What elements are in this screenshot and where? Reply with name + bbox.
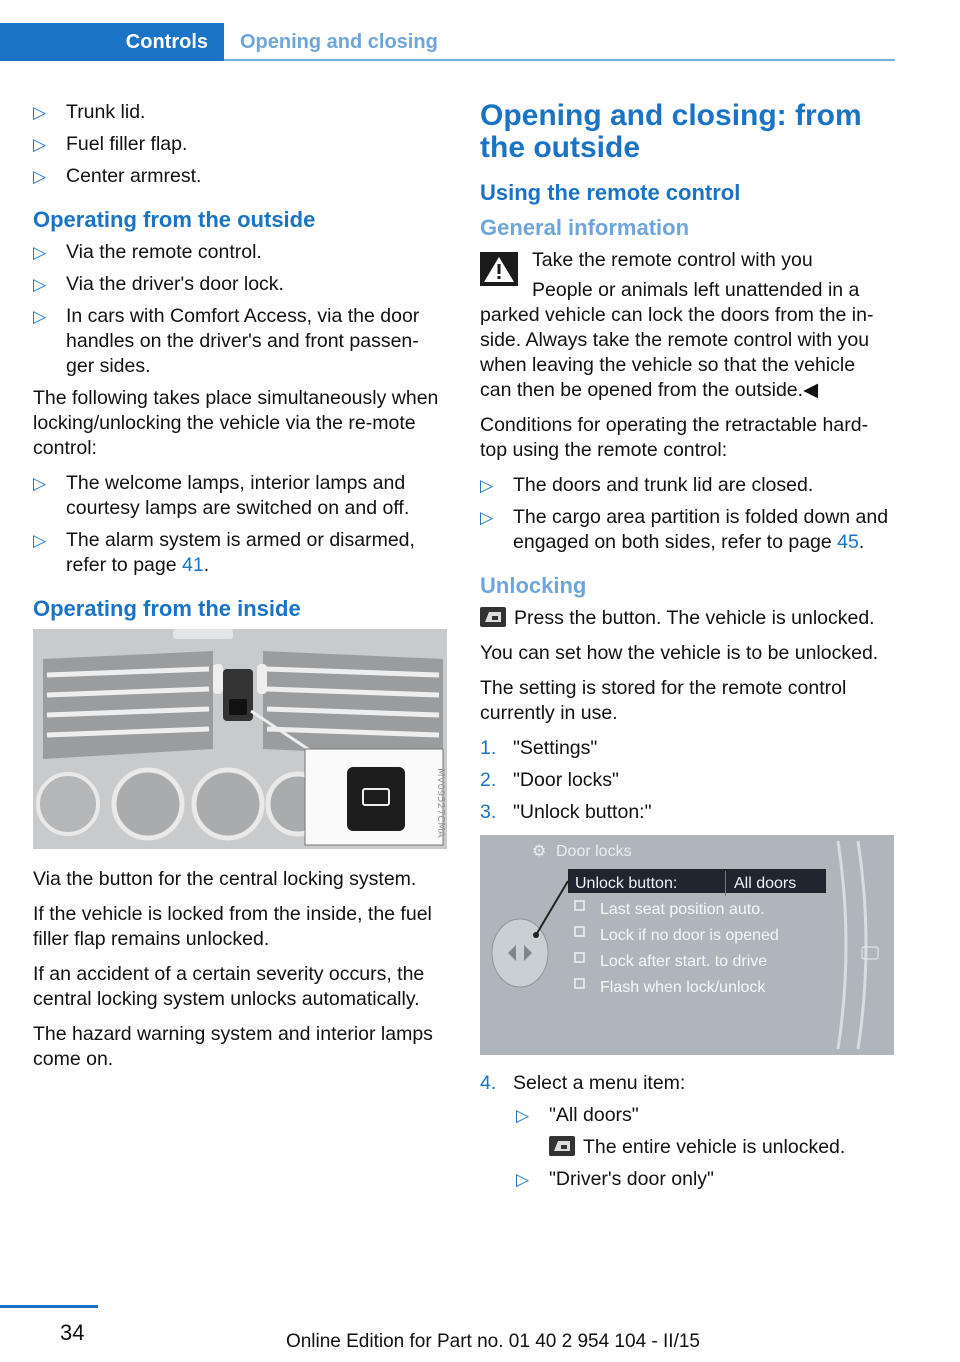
heading-unlocking: Unlocking: [480, 573, 587, 598]
paragraph: Conditions for operating the retractable hard-top using the remote control:: [480, 414, 869, 461]
list-item: ▷ Trunk lid.: [33, 101, 146, 123]
page-link[interactable]: 45: [837, 531, 859, 553]
svg-text:MV09527CMA: [435, 768, 446, 838]
screen-title: Door locks: [556, 843, 632, 860]
paragraph: The setting is stored for the remote control currently in use.: [480, 677, 847, 724]
bullet-triangle-icon: ▷: [33, 531, 47, 550]
footer-rule: [0, 1305, 98, 1308]
heading-remote: Using the remote control: [480, 180, 741, 205]
list-item: ▷ The doors and trunk lid are closed.: [480, 474, 814, 496]
setting-label: Unlock button:: [575, 875, 678, 892]
paragraph: The hazard warning system and interior lamps come on.: [33, 1023, 433, 1070]
list-item: ▷ In cars with Comfort Access, via the door handles on the driver's and front passen-ger sides.: [33, 305, 420, 377]
bullet-triangle-icon: ▷: [33, 243, 47, 262]
header-rule: [224, 59, 895, 61]
sub-list-item: ▷ "All doors": [516, 1104, 639, 1126]
menu-item[interactable]: Flash when lock/unlock: [600, 979, 766, 996]
section-tab: Controls: [0, 23, 224, 61]
list-item: ▷ Via the driver's door lock.: [33, 273, 284, 295]
caption: Via the button for the central locking system.: [33, 868, 417, 890]
list-item: ▷ The cargo area partition is folded down and engaged on both sides, refer to page 45.: [480, 506, 889, 553]
step-item: 2. "Door locks": [480, 769, 619, 791]
dashboard-photo: [33, 629, 447, 849]
subsection-tab: Opening and closing: [240, 31, 438, 53]
list-item: ▷ The alarm system is armed or disarmed, refer to page 41.: [33, 529, 415, 576]
paragraph: Press the button. The vehicle is unlocked.: [480, 606, 890, 631]
unlock-button-setting[interactable]: [568, 869, 826, 893]
menu-item[interactable]: Lock if no door is opened: [600, 927, 779, 944]
page-header: [0, 23, 895, 61]
list-item: ▷ Via the remote control.: [33, 241, 262, 263]
bullet-triangle-icon: ▷: [33, 474, 47, 493]
list-item: ▷ The welcome lamps, interior lamps and courtesy lamps are switched on and off.: [33, 472, 410, 519]
step-item: 3. "Unlock button:": [480, 801, 652, 823]
page-link[interactable]: 41: [182, 554, 204, 576]
warning-icon: [480, 252, 518, 286]
photo-code: MV09527CMA: [435, 768, 446, 838]
bullet-triangle-icon: ▷: [33, 275, 47, 294]
bullet-triangle-icon: ▷: [480, 508, 494, 527]
step-item: 1. "Settings": [480, 737, 598, 759]
unlock-button-icon: [549, 1136, 575, 1156]
sub-detail: The entire vehicle is unlocked.: [549, 1135, 890, 1160]
gear-icon: ⚙: [532, 843, 547, 860]
list-item: ▷ Center armrest.: [33, 165, 202, 187]
idrive-screen: [480, 835, 894, 1055]
menu-item[interactable]: Lock after start. to drive: [600, 953, 768, 970]
paragraph: If an accident of a certain severity occurs, the central locking system unlocks automatically.: [33, 963, 425, 1010]
warning-text: People or animals left unattended in a parked vehicle can lock the doors from the in-side. Always take the remote control with you when leaving the vehicle so that the vehicle can then be opened from the outside.◀: [480, 279, 874, 401]
warning-block: [480, 248, 890, 298]
bullet-triangle-icon: ▷: [33, 103, 47, 122]
page-number: 34: [60, 1320, 85, 1345]
left-column: [33, 100, 446, 1082]
bullet-triangle-icon: ▷: [33, 135, 47, 154]
list-item: ▷ Fuel filler flap.: [33, 133, 188, 155]
warning-title: Take the remote control with you: [532, 249, 813, 271]
heading-general: General information: [480, 215, 690, 240]
paragraph: If the vehicle is locked from the inside, the fuel filler flap remains unlocked.: [33, 903, 432, 950]
bullet-triangle-icon: ▷: [516, 1170, 530, 1189]
sub-list-item: ▷ "Driver's door only": [516, 1168, 714, 1190]
edition-text: Online Edition for Part no. 01 40 2 954 104 - II/15: [285, 1331, 700, 1352]
bullet-triangle-icon: ▷: [33, 307, 47, 326]
right-column: [480, 100, 890, 1199]
bullet-triangle-icon: ▷: [33, 167, 47, 186]
step-item: 4. Select a menu item:: [480, 1072, 686, 1094]
unlock-button-icon: [480, 607, 506, 627]
bullet-triangle-icon: ▷: [480, 476, 494, 495]
bullet-triangle-icon: ▷: [516, 1106, 530, 1125]
setting-value: All doors: [725, 871, 796, 896]
menu-item[interactable]: Last seat position auto.: [600, 901, 765, 918]
heading-outside: Operating from the outside: [33, 207, 316, 232]
heading-inside: Operating from the inside: [33, 596, 301, 621]
paragraph: You can set how the vehicle is to be unlocked.: [480, 642, 879, 664]
page-title: Opening and closing: from the outside: [480, 99, 862, 164]
paragraph: The following takes place simultaneously when locking/unlocking the vehicle via the re-mote control:: [33, 387, 439, 459]
